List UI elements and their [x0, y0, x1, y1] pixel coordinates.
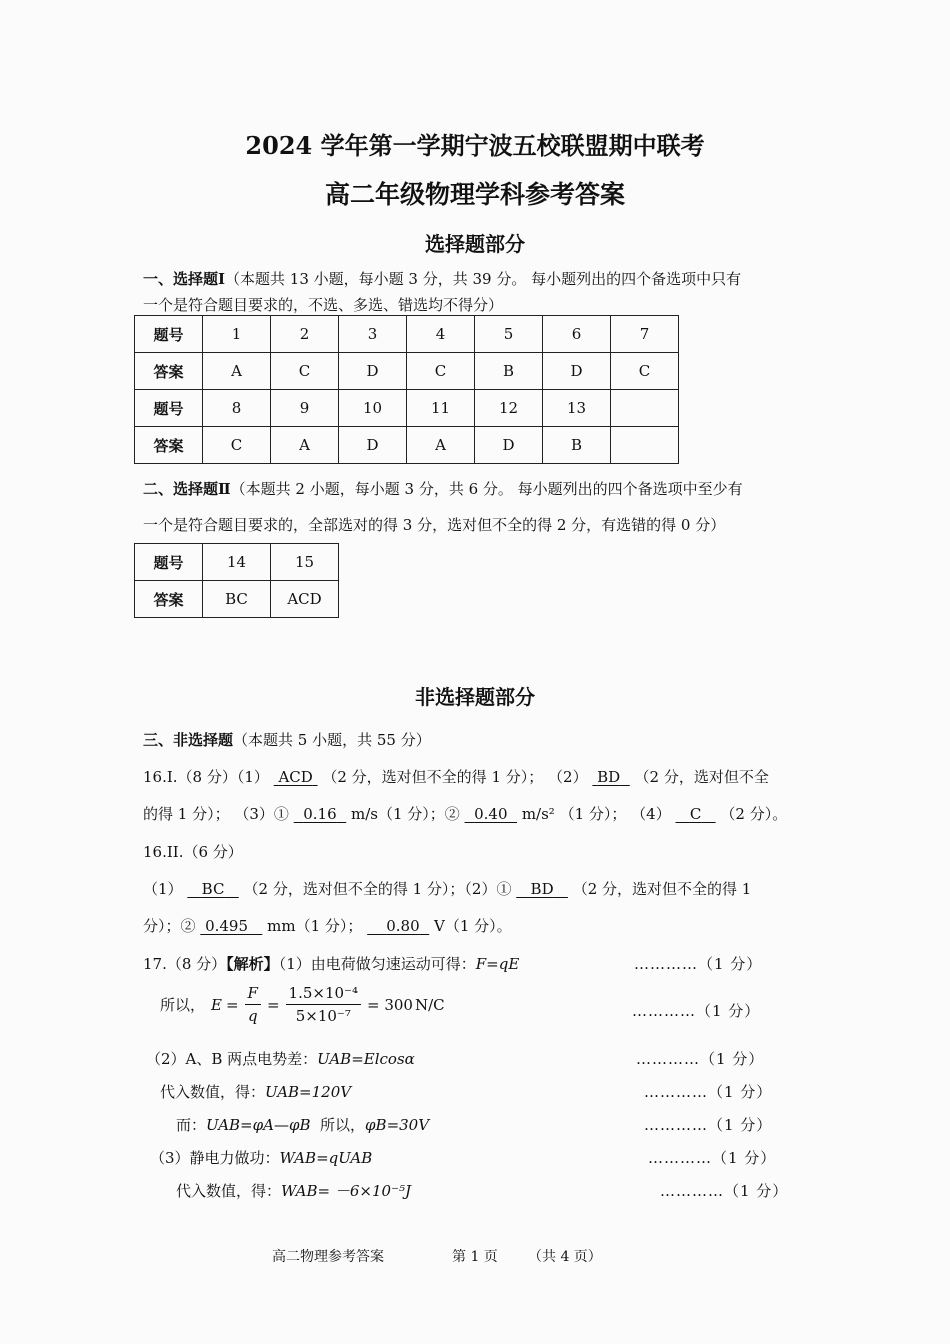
text: 的得 1 分）； （3）① [143, 805, 289, 823]
section2-desc-line1 [143, 478, 743, 499]
page-subtitle: 高二年级物理学科参考答案 [324, 180, 625, 209]
text: （2 分，选对但不全 [634, 768, 769, 786]
table-cell: 6 [543, 316, 611, 353]
text: V（1 分）。 [433, 917, 512, 935]
table-cell: B [475, 353, 543, 390]
table-cell: C [611, 353, 679, 390]
table-cell: A [203, 353, 271, 390]
table-row [135, 390, 679, 427]
formula: UAB=120V [265, 1083, 352, 1101]
section3-desc [143, 729, 431, 750]
text: （1） [143, 880, 183, 898]
table-cell: D [475, 427, 543, 464]
part-heading-choice: 选择题部分 [425, 232, 525, 256]
table-cell: 2 [271, 316, 339, 353]
table-cell: C [407, 353, 475, 390]
q17-line5: 而：UAB=φA—φB 所以，φB=30V [176, 1116, 430, 1134]
fraction-values: $\frac{\text{1.5×10⁻⁴}}{\text{5×10⁻⁷}}$ [286, 984, 361, 1025]
table-row [135, 581, 339, 618]
answer-blank: 0.16 [303, 805, 337, 823]
table-cell: 3 [339, 316, 407, 353]
q16b-heading: 16.II.（6 分） [143, 843, 243, 861]
table-cell: 13 [543, 390, 611, 427]
q17-line3: （2）A、B 两点电势差：UAB=Elcosα [146, 1050, 415, 1068]
q17-line1: 17.（8 分）【解析】（1）由电荷做匀速运动可得：F=qE [143, 955, 520, 973]
section3-desc-text: （本题共 5 小题，共 55 分） [233, 731, 431, 749]
table-cell: A [407, 427, 475, 464]
table-row [135, 544, 339, 581]
section1-answer-table [134, 315, 679, 464]
q17-line4: 代入数值，得：UAB=120V [160, 1083, 352, 1101]
table-cell: C [203, 427, 271, 464]
part-heading-nonchoice: 非选择题部分 [415, 685, 535, 709]
answer-blank: 0.80 [386, 917, 420, 935]
score-note: …………（1 分） [644, 1083, 773, 1101]
table-cell-label: 题号 [135, 316, 203, 353]
table-cell: B [543, 427, 611, 464]
table-cell: 11 [407, 390, 475, 427]
score-note: …………（1 分） [632, 1002, 761, 1020]
table-cell: 8 [203, 390, 271, 427]
table-cell: 7 [611, 316, 679, 353]
q16b-line1 [143, 878, 751, 899]
table-cell: 9 [271, 390, 339, 427]
text: 分）；② [143, 917, 196, 935]
table-cell-label: 答案 [135, 581, 203, 618]
table-cell: 5 [475, 316, 543, 353]
footer-page-total: （共 4 页） [528, 1249, 602, 1265]
table-cell: BC [203, 581, 271, 618]
section2-desc-line2: 一个是符合题目要求的，全部选对的得 3 分，选对但不全的得 2 分，有选错的得 0 分） [143, 516, 726, 534]
table-cell: 14 [203, 544, 271, 581]
score-note: …………（1 分） [634, 955, 763, 973]
formula: WAB=qUAB [279, 1149, 373, 1167]
footer-doc-title: 高二物理参考答案 [272, 1249, 384, 1265]
answer-blank: BD [530, 880, 554, 898]
table-cell: 15 [271, 544, 339, 581]
text: 16.I.（8 分）（1） [143, 768, 269, 786]
formula: UAB=Elcosα [317, 1050, 415, 1068]
table-cell-label: 题号 [135, 544, 203, 581]
table-cell [611, 390, 679, 427]
page-title: 2024 学年第一学期宁波五校联盟期中联考 [245, 131, 705, 160]
section3-heading: 三、非选择题 [143, 731, 234, 749]
q16b-line2 [143, 915, 512, 936]
answer-blank: ACD [278, 768, 313, 786]
section2-desc: （本题共 2 小题，每小题 3 分，共 6 分。 每小题列出的四个备选项中至少有 [230, 480, 743, 498]
section2-answer-table [134, 543, 339, 618]
table-cell: 4 [407, 316, 475, 353]
table-cell-label: 答案 [135, 353, 203, 390]
table-row [135, 316, 679, 353]
table-cell: 1 [203, 316, 271, 353]
score-note: …………（1 分） [660, 1182, 789, 1200]
fraction-f-over-q: $\frac{F}{q}$ [245, 984, 261, 1025]
q16a-line2 [143, 803, 787, 824]
table-cell: D [339, 427, 407, 464]
score-note: …………（1 分） [636, 1050, 765, 1068]
answer-blank: BC [201, 880, 225, 898]
text: m/s（1 分）；② [350, 805, 460, 823]
text: mm（1 分）； [267, 917, 363, 935]
table-cell-label: 题号 [135, 390, 203, 427]
answer-blank: 0.495 [205, 917, 249, 935]
analysis-tag: 【解析】 [226, 955, 279, 973]
table-cell: ACD [271, 581, 339, 618]
section1-desc: （本题共 13 小题，每小题 3 分，共 39 分。 每小题列出的四个备选项中只有 [225, 270, 742, 288]
q17-line7: 代入数值，得：WAB= －6×10⁻⁵J [176, 1182, 412, 1200]
table-cell: 12 [475, 390, 543, 427]
table-cell: D [543, 353, 611, 390]
score-note: …………（1 分） [644, 1116, 773, 1134]
table-cell [611, 427, 679, 464]
q17-line2: 所以， E = $\frac{F}{q}$ = $\frac{\text{1.5×10⁻⁴}}{\text{5×10⁻⁷}}$ = 300 N/C [160, 984, 445, 1025]
answer-blank: 0.40 [474, 805, 508, 823]
text: m/s² （1 分）； （4） [521, 805, 671, 823]
text: （2 分，选对但不全的得 1 分）； （2） [322, 768, 588, 786]
table-cell: C [271, 353, 339, 390]
table-cell-label: 答案 [135, 427, 203, 464]
q16a-line1 [143, 766, 769, 787]
footer-page-number: 第 1 页 [452, 1249, 498, 1265]
section1-desc-line1 [143, 268, 741, 289]
section1-heading: 一、选择题Ⅰ [143, 270, 226, 288]
formula: UAB=φA—φB [206, 1116, 311, 1134]
table-row [135, 353, 679, 390]
section1-desc-line2: 一个是符合题目要求的，不选、多选、错选均不得分） [143, 296, 504, 314]
text: （2 分）。 [720, 805, 788, 823]
table-cell: D [339, 353, 407, 390]
formula: E [211, 995, 222, 1014]
formula: WAB= －6×10⁻⁵J [281, 1182, 412, 1200]
table-row [135, 427, 679, 464]
answer-blank: BD [597, 768, 621, 786]
q17-line6: （3）静电力做功：WAB=qUAB [150, 1149, 373, 1167]
formula: φB=30V [365, 1116, 430, 1134]
table-cell: 10 [339, 390, 407, 427]
text: （2 分，选对但不全的得 1 分）；（2）① [243, 880, 512, 898]
table-cell: A [271, 427, 339, 464]
score-note: …………（1 分） [648, 1149, 777, 1167]
section2-heading: 二、选择题Ⅱ [143, 480, 231, 498]
formula: F=qE [475, 955, 520, 973]
text: （2 分，选对但不全的得 1 [572, 880, 752, 898]
answer-blank: C [689, 805, 702, 823]
